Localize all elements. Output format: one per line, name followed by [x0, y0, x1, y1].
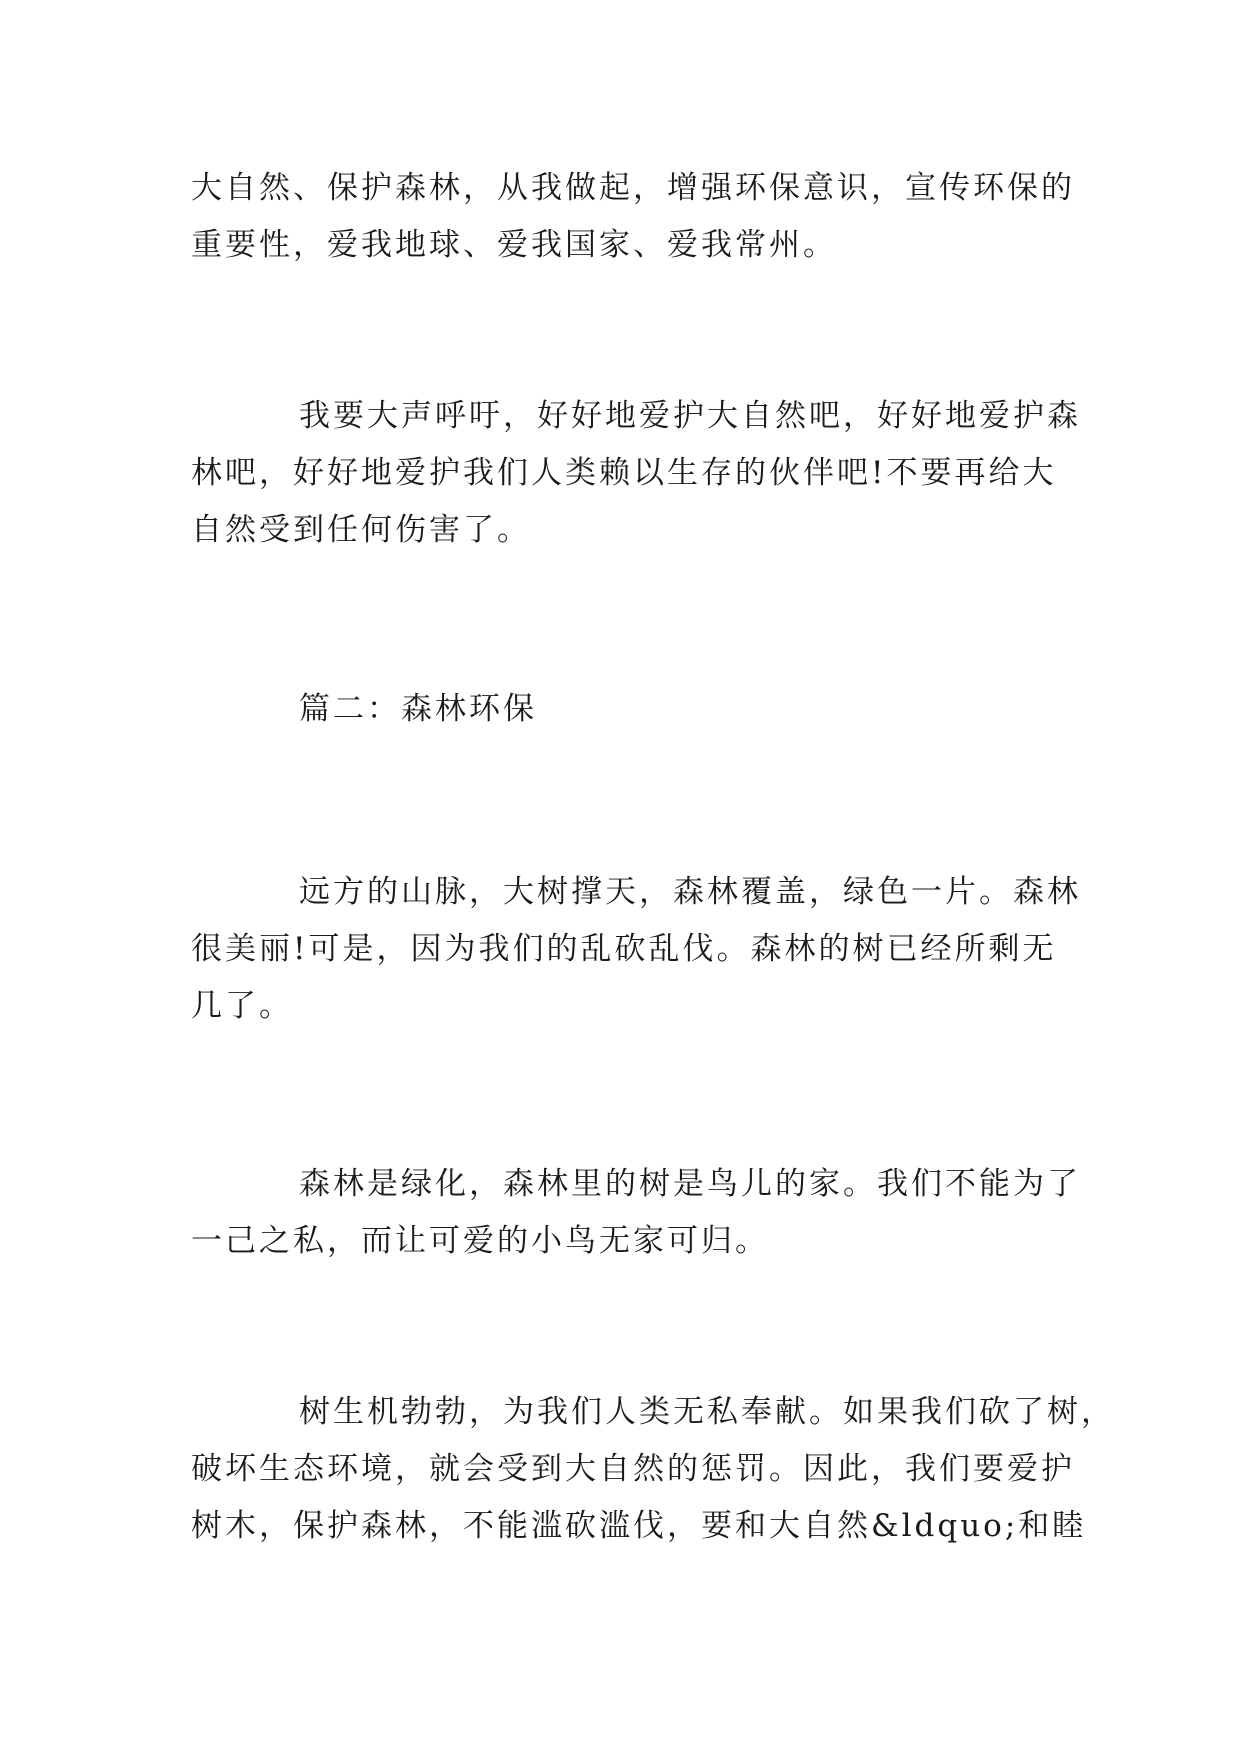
text-line: 一己之私，而让可爱的小鸟无家可归。	[191, 1223, 769, 1259]
text-line: 林吧，好好地爱护我们人类赖以生存的伙伴吧!不要再给大	[191, 455, 1057, 491]
paragraph-appeal	[191, 388, 1081, 559]
paragraph-trees	[191, 1384, 1115, 1555]
text-line: 几了。	[191, 988, 293, 1024]
text-line: 森林是绿化，森林里的树是鸟儿的家。我们不能为了	[299, 1166, 1081, 1202]
text-line: 树生机勃勃，为我们人类无私奉献。如果我们砍了树，	[299, 1394, 1115, 1430]
text-line: 大自然、保护森林，从我做起，增强环保意识，宣传环保的	[191, 170, 1075, 206]
text-line: 很美丽!可是，因为我们的乱砍乱伐。森林的树已经所剩无	[191, 931, 1057, 967]
heading-line: 篇二：森林环保	[299, 691, 537, 727]
section-heading	[191, 681, 1051, 738]
paragraph-birds	[191, 1156, 1081, 1270]
text-line: 我要大声呼吁，好好地爱护大自然吧，好好地爱护森	[299, 398, 1081, 434]
text-line: 远方的山脉，大树撑天，森林覆盖，绿色一片。森林	[299, 874, 1081, 910]
text-line: 自然受到任何伤害了。	[191, 512, 531, 548]
text-line: 破坏生态环境，就会受到大自然的惩罚。因此，我们要爱护	[191, 1451, 1075, 1487]
paragraph-mountains	[191, 864, 1081, 1035]
paragraph-continuation	[191, 160, 1075, 274]
text-line: 树木，保护森林，不能滥砍滥伐，要和大自然&ldquo;和睦	[191, 1508, 1087, 1544]
text-line: 重要性，爱我地球、爱我国家、爱我常州。	[191, 227, 837, 263]
